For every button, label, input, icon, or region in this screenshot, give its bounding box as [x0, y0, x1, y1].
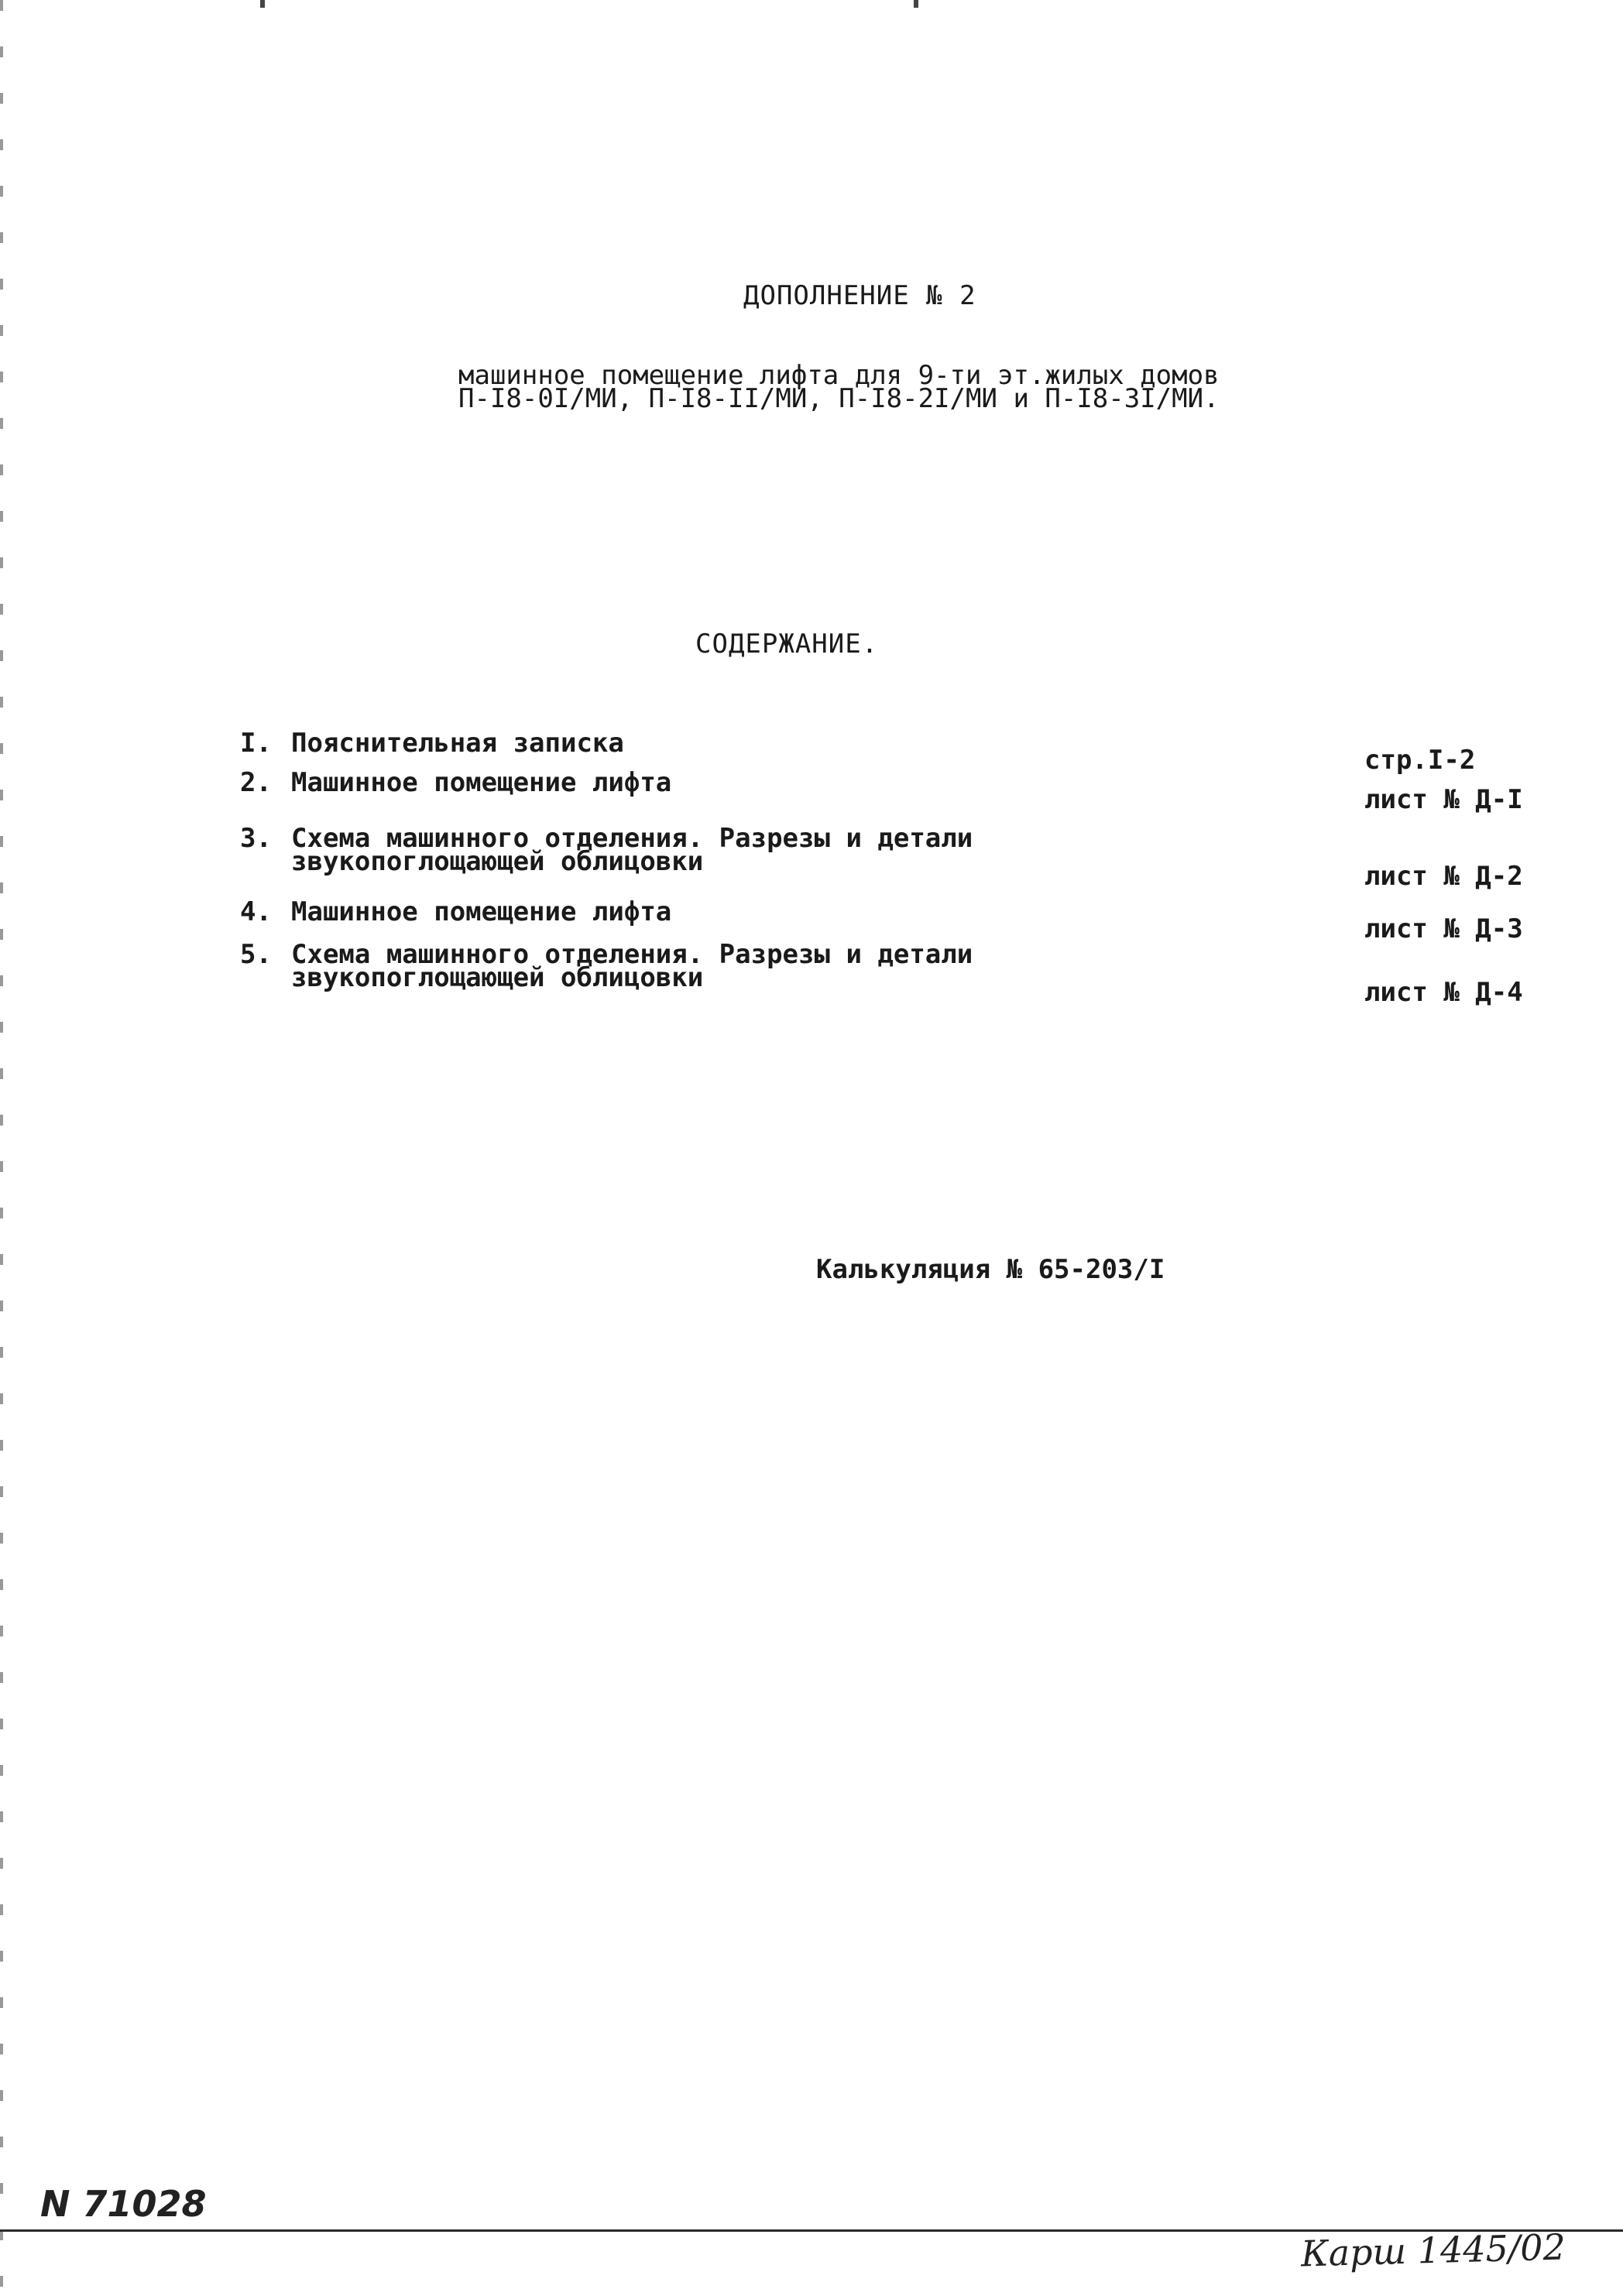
toc-reference: лист № Д-3	[1364, 913, 1523, 944]
scan-mark	[260, 0, 265, 8]
toc-number: 5.	[240, 939, 272, 970]
toc-item	[240, 896, 672, 927]
toc-text: Машинное помещение лифта	[291, 767, 672, 798]
toc-item	[240, 939, 973, 993]
toc-number: 3.	[240, 823, 272, 854]
inventory-number: N 71028	[40, 2183, 207, 2225]
toc-text: звукопоглощающей облицовки	[291, 846, 704, 877]
contents-heading: СОДЕРЖАНИЕ.	[695, 629, 879, 660]
toc-reference: лист № Д-I	[1364, 784, 1523, 815]
scan-edge	[0, 0, 3, 2296]
toc-number: 2.	[240, 767, 272, 798]
toc-item	[240, 823, 973, 877]
toc-item	[240, 728, 624, 759]
toc-text: Схема машинного отделения. Разрезы и детали	[291, 823, 973, 854]
calculation-number: Калькуляция № 65-203/I	[816, 1254, 1165, 1285]
toc-text: звукопоглощающей облицовки	[291, 962, 704, 993]
toc-number: I.	[240, 728, 272, 759]
document-title: ДОПОЛНЕНИЕ № 2	[743, 280, 976, 311]
document-subtitle	[458, 360, 1220, 414]
toc-text: Машинное помещение лифта	[291, 896, 672, 927]
toc-item	[240, 767, 672, 798]
toc-reference: лист № Д-2	[1364, 861, 1523, 892]
scan-mark	[914, 0, 918, 8]
toc-text: Пояснительная записка	[291, 728, 624, 759]
toc-reference: стр.I-2	[1364, 745, 1476, 776]
toc-number: 4.	[240, 896, 272, 927]
subtitle-line: машинное помещение лифта для 9-ти эт.жилых домов	[458, 360, 1220, 391]
archive-mark: Карш 1445/02	[1300, 2226, 1566, 2275]
toc-reference: лист № Д-4	[1364, 977, 1523, 1008]
subtitle-line: П-I8-0I/МИ, П-I8-II/МИ, П-I8-2I/МИ и П-I8-3I/МИ.	[458, 383, 1220, 414]
toc-text: Схема машинного отделения. Разрезы и детали	[291, 939, 973, 970]
